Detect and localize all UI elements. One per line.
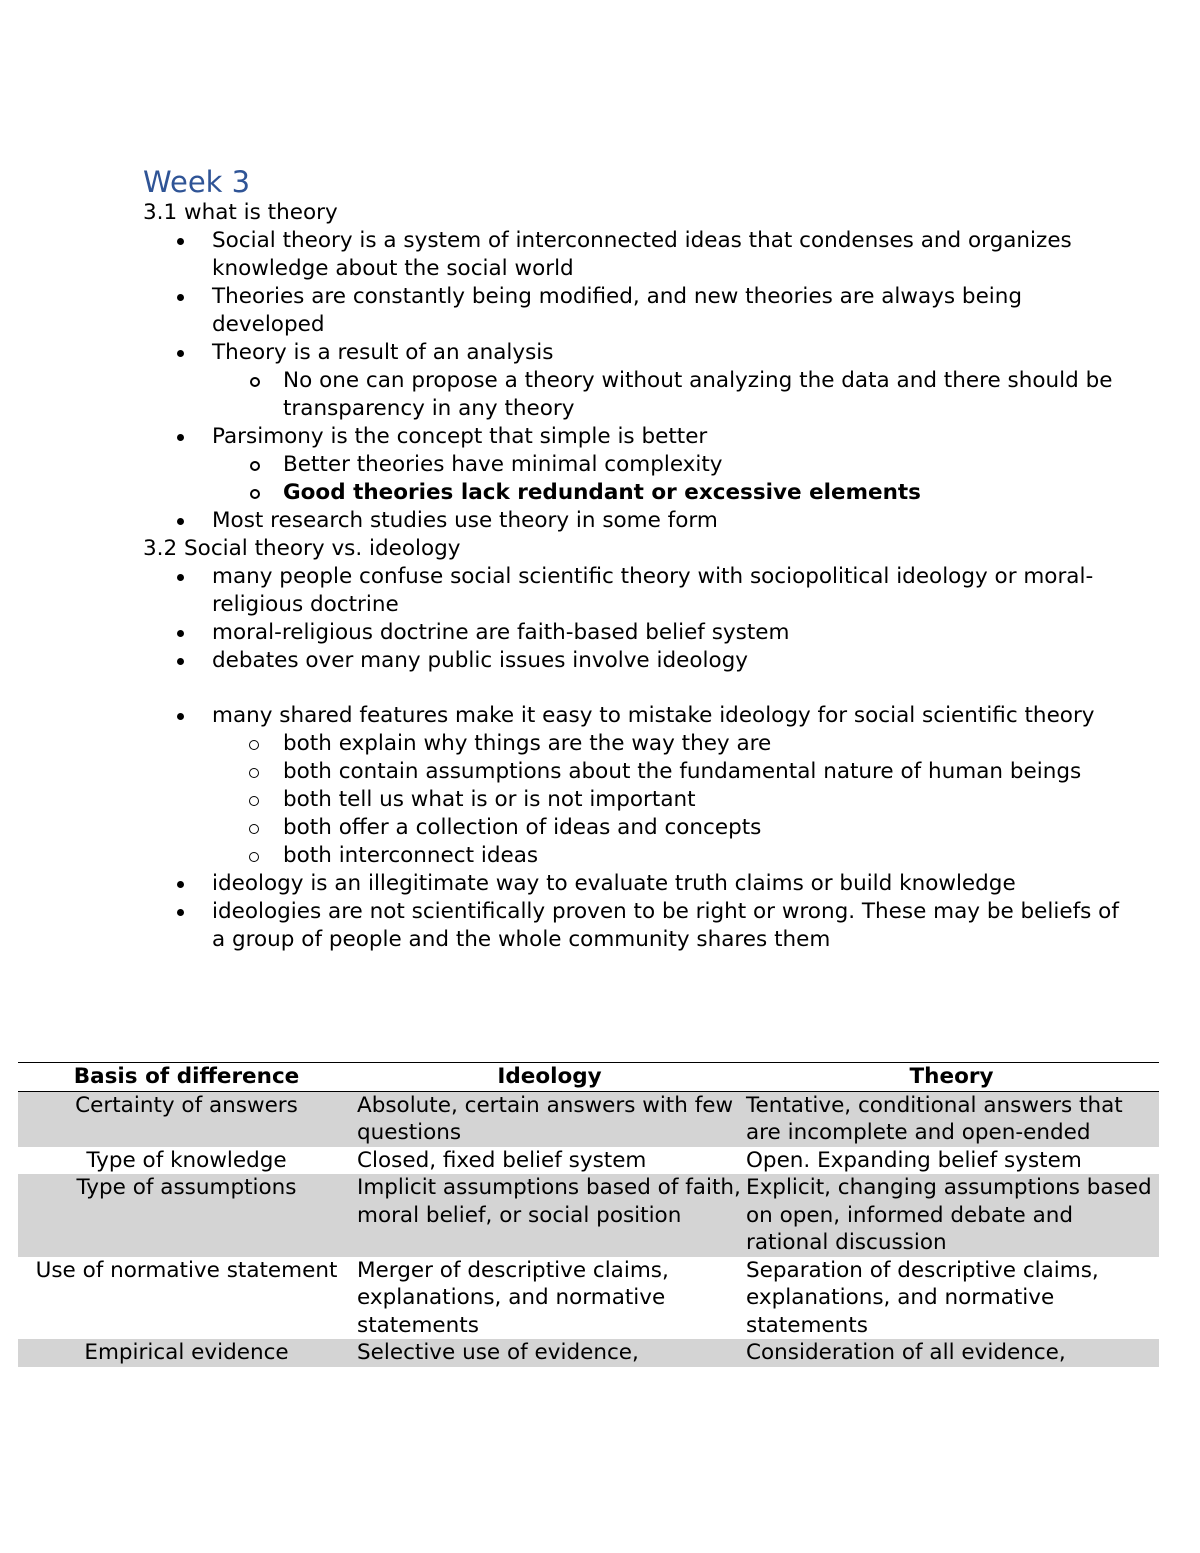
sub-list-item: both interconnect ideas — [212, 842, 1123, 870]
sub-bullet-list — [141, 367, 1123, 423]
table-cell: Open. Expanding belief system — [746, 1147, 1082, 1173]
table-cell: Absolute, certain answers with few questions — [355, 1091, 744, 1147]
sub-list-item: both explain why things are the way they are — [212, 730, 1123, 758]
section-theory-vs-ideology — [143, 535, 1123, 954]
header-basis: Basis of difference — [18, 1063, 355, 1092]
list-item-text: Parsimony is the concept that simple is better — [212, 424, 708, 449]
list-item — [143, 339, 1123, 423]
list-item: Most research studies use theory in some form — [143, 507, 1123, 535]
table-cell: Type of knowledge — [86, 1147, 287, 1173]
list-item: many people confuse social scientific theory with sociopolitical ideology or moral-religious doctrine — [143, 563, 1123, 619]
list-item: debates over many public issues involve ideology — [143, 647, 1123, 675]
list-item: ideology is an illegitimate way to evaluate truth claims or build knowledge — [143, 870, 1123, 898]
blank-line — [143, 675, 1123, 702]
list-item: moral-religious doctrine are faith-based belief system — [143, 619, 1123, 647]
sub-list-item-bold: Good theories lack redundant or excessive elements — [212, 479, 1123, 507]
table-cell: Use of normative statement — [35, 1257, 338, 1283]
table-cell: Type of assumptions — [18, 1174, 355, 1257]
list-item-text: Theory is a result of an analysis — [212, 340, 554, 365]
table-cell: Implicit assumptions based of faith, moral belief, or social position — [355, 1174, 744, 1257]
bullet-list — [143, 702, 1123, 954]
sub-list-item: No one can propose a theory without analyzing the data and there should be transparency in any theory — [212, 367, 1123, 423]
page-title: Week 3 — [143, 165, 251, 199]
table-cell: Merger of descriptive claims, explanations, and normative statements — [357, 1257, 669, 1338]
sub-bullet-list — [141, 730, 1123, 870]
section-what-is-theory — [143, 199, 1123, 535]
section-heading: 3.1 what is theory — [143, 200, 338, 225]
bullet-list — [143, 563, 1123, 675]
table-cell: Tentative, conditional answers that are incomplete and open-ended — [744, 1091, 1159, 1147]
table-cell: Consideration of all evidence, — [744, 1339, 1159, 1367]
list-item — [143, 423, 1123, 507]
table-cell: Closed, fixed belief system — [357, 1147, 647, 1173]
section-heading: 3.2 Social theory vs. ideology — [143, 536, 461, 561]
sub-list-item: Better theories have minimal complexity — [212, 451, 1123, 479]
table-header-row — [18, 1063, 1159, 1092]
table-cell: Selective use of evidence, — [355, 1339, 744, 1367]
table-row — [18, 1257, 1159, 1340]
table-row — [18, 1339, 1159, 1367]
table-cell: Explicit, changing assumptions based on open, informed debate and rational discussion — [744, 1174, 1159, 1257]
table-cell: Separation of descriptive claims, explanations, and normative statements — [746, 1257, 1099, 1338]
list-item: Theories are constantly being modified, and new theories are always being developed — [143, 283, 1123, 339]
table-cell: Empirical evidence — [18, 1339, 355, 1367]
table-row — [18, 1174, 1159, 1257]
document-body — [143, 165, 1123, 954]
header-theory: Theory — [744, 1063, 1159, 1092]
header-ideology: Ideology — [355, 1063, 744, 1092]
comparison-table — [18, 1062, 1159, 1367]
bullet-list — [143, 227, 1123, 535]
list-item: Social theory is a system of interconnected ideas that condenses and organizes knowledge about the social world — [143, 227, 1123, 283]
table-row — [18, 1091, 1159, 1147]
table-row — [18, 1147, 1159, 1175]
sub-list-item: both contain assumptions about the fundamental nature of human beings — [212, 758, 1123, 786]
list-item — [143, 702, 1123, 870]
list-item-text: many shared features make it easy to mistake ideology for social scientific theory — [212, 703, 1095, 728]
sub-list-item: both offer a collection of ideas and concepts — [212, 814, 1123, 842]
sub-bullet-list — [141, 451, 1123, 507]
table-cell: Certainty of answers — [18, 1091, 355, 1147]
sub-list-item: both tell us what is or is not important — [212, 786, 1123, 814]
list-item: ideologies are not scientifically proven to be right or wrong. These may be beliefs of a group of people and the whole community shares them — [143, 898, 1123, 954]
